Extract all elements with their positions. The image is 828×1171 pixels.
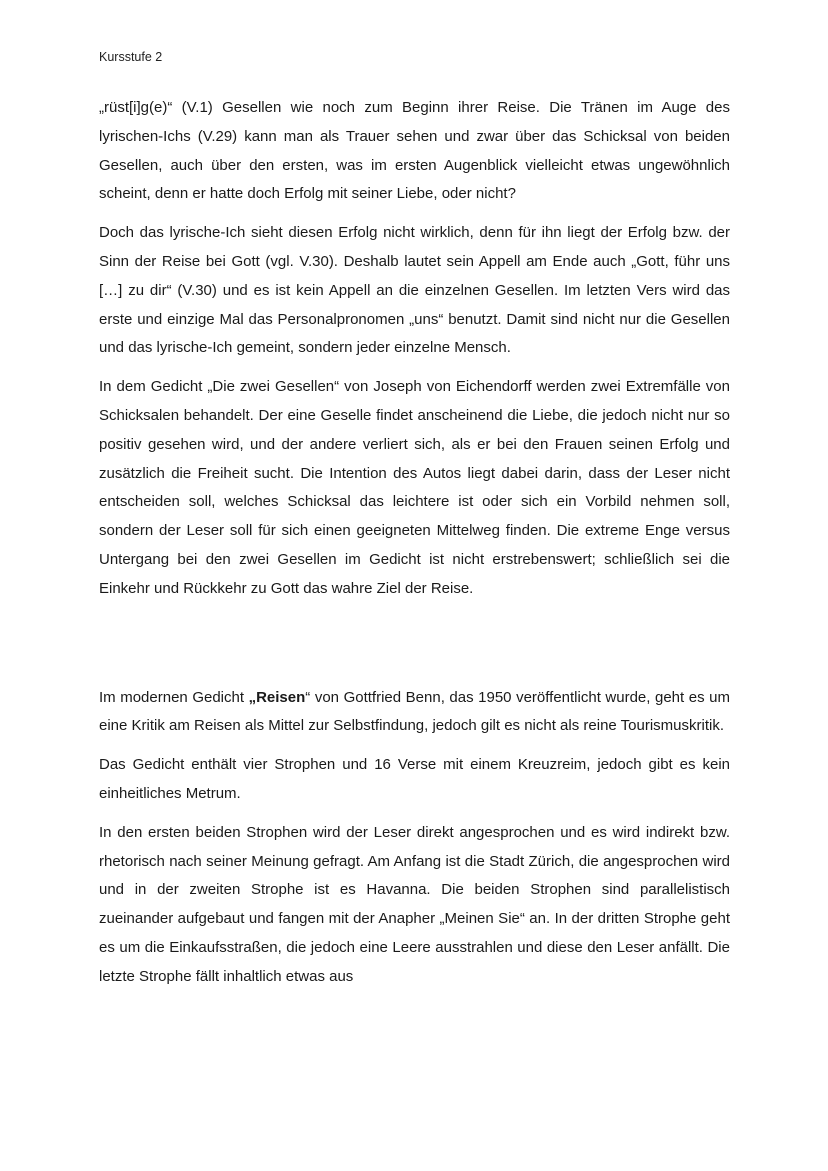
intro-text-after: “ von Gottfried Benn, das 1950 veröffentlicht wurde, geht es um eine Kritik am Reisen als Mittel zur Selbstfindung, jedoch gilt es nicht als reine Tourismuskritik. (99, 688, 730, 735)
paragraph-gesellen-conclusion: In dem Gedicht „Die zwei Gesellen“ von Joseph von Eichendorff werden zwei Extremfälle von Schicksalen behandelt. Der eine Geselle findet anscheinend die Liebe, die jedoch nicht nur so positiv gesehen wird, und der andere verliert sich, als er bei den Frauen seinen Erfolg und zusätzlich die Freiheit sucht. Die Intention des Autos liegt dabei darin, dass der Leser nicht entscheiden soll, welches Schicksal das leichtere ist oder sich ein Vorbild nehmen soll, sondern der Leser soll für sich einen geeigneten Mittelweg finden. Die extreme Enge versus Untergang bei den zwei Gesellen im Gedicht ist nicht erstrebenswert; schließlich sei die Einkehr und Rückkehr zu Gott das wahre Ziel der Reise. (99, 378, 730, 597)
paragraph-reisen-stanzas: In den ersten beiden Strophen wird der Leser direkt angesprochen und es wird indirekt bzw. rhetorisch nach seiner Meinung gefragt. Am Anfang ist die Stadt Zürich, die angesprochen wird und in der zweiten Strophe ist es Havanna. Die beiden Strophen sind parallelistisch zueinander aufgebaut und fangen mit der Anapher „Meinen Sie“ an. In der dritten Strophe geht es um die Einkaufsstraßen, die jedoch eine Leere ausstrahlen und diese den Leser anfällt. Die letzte Strophe fällt inhaltlich etwas aus (99, 823, 730, 985)
paragraph-gesellen-appeal: Doch das lyrische-Ich sieht diesen Erfolg nicht wirklich, denn für ihn liegt der Erfolg bzw. der Sinn der Reise bei Gott (vgl. V.30). Deshalb lautet sein Appell am Ende auch „Gott, führ uns […] zu dir“ (V.30) und es ist kein Appell an die einzelnen Gesellen. Im letzten Vers wird das erste und einzige Mal das Personalpronomen „uns“ benutzt. Damit sind nicht nur die Gesellen und das lyrische-Ich gemeint, sondern jeder einzelne Mensch. (99, 224, 730, 357)
intro-text-before: Im modernen Gedicht (99, 688, 249, 706)
document-body (99, 94, 730, 1002)
section-gap (99, 614, 730, 684)
paragraph-gesellen-tears: „rüst[i]g(e)“ (V.1) Gesellen wie noch zum Beginn ihrer Reise. Die Tränen im Auge des lyrischen-Ichs (V.29) kann man als Trauer sehen und zwar über das Schicksal von beiden Gesellen, auch über den ersten, was im ersten Augenblick vielleicht etwas ungewöhnlich scheint, denn er hatte doch Erfolg mit seiner Liebe, oder nicht? (99, 99, 730, 203)
paragraph-reisen-intro (99, 684, 730, 742)
paragraph-reisen-form: Das Gedicht enthält vier Strophen und 16 Verse mit einem Kreuzreim, jedoch gibt es kein einheitliches Metrum. (99, 756, 730, 802)
poem-title-bold: „Reisen (248, 688, 306, 706)
page-header: Kursstufe 2 (99, 50, 163, 64)
